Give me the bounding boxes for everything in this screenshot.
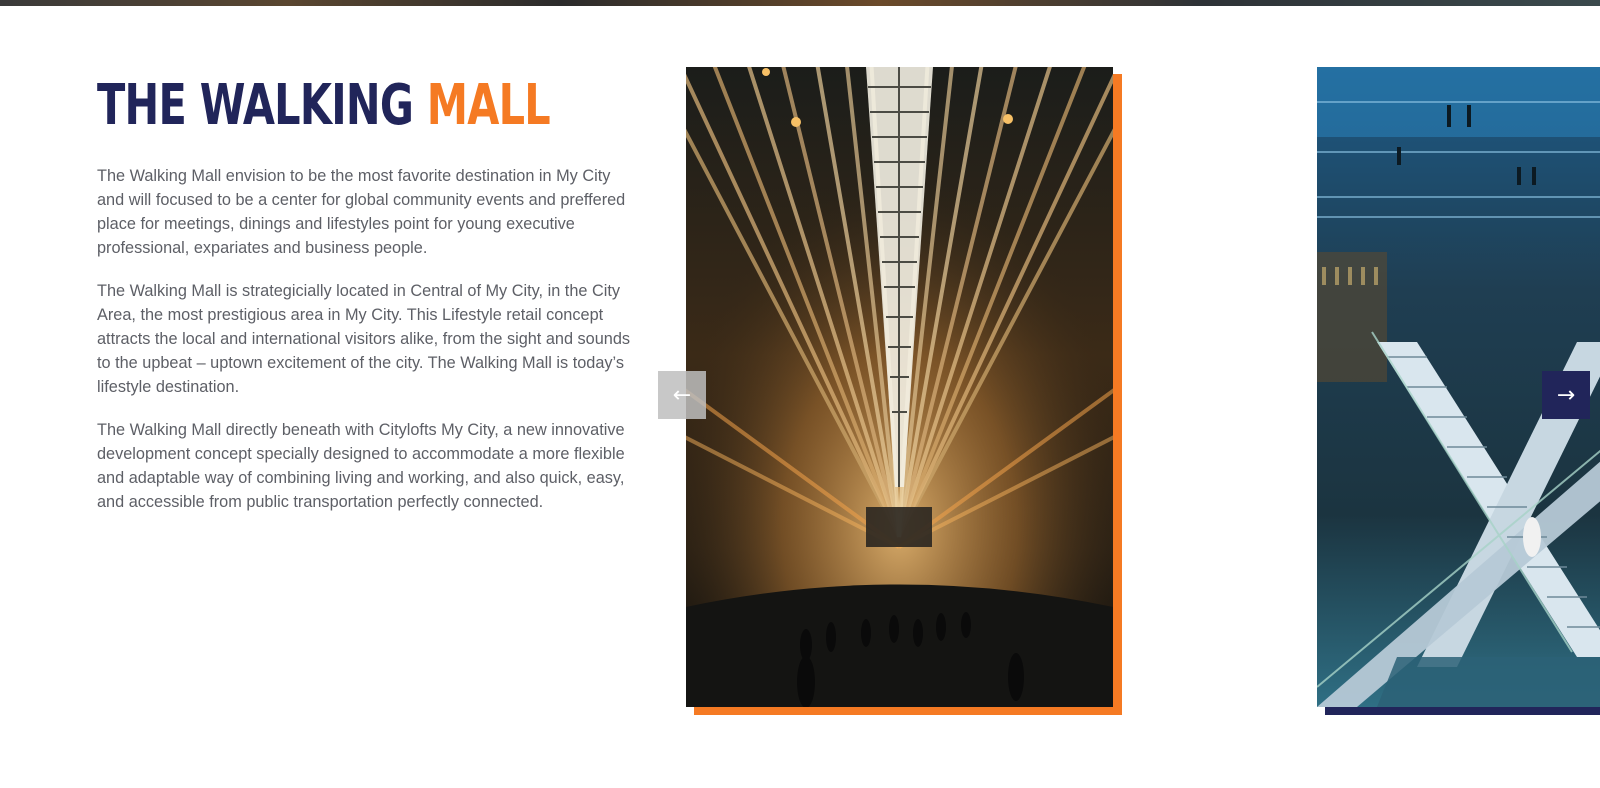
arched-hall-photo-art	[686, 67, 1113, 707]
carousel-prev-button[interactable]	[658, 371, 706, 419]
arrow-right-icon: →	[1556, 382, 1576, 408]
top-image-strip	[0, 0, 1600, 6]
section-title	[97, 70, 550, 142]
carousel-next-button[interactable]	[1542, 371, 1590, 419]
intro-paragraph-1: The Walking Mall envision to be the most favorite destination in My City and will focused to be a center for global community events and preffered place for meetings, dinings and lifestyles point for young executive professional, expariates and business people.	[97, 167, 626, 257]
slide-1-photo	[686, 67, 1113, 707]
intro-paragraph-2: The Walking Mall is strategicially located in Central of My City, in the City Area, the most prestigious area in My City. This Lifestyle retail concept attracts the local and international visitors alike, from the sight and sounds to the upbeat – uptown excitement of the city. The Walking Mall is today’s lifestyle destination.	[97, 282, 631, 396]
title-part-navy: THE WALKING	[97, 73, 427, 138]
title-part-orange: MALL	[426, 73, 550, 138]
intro-section	[97, 70, 642, 514]
arrow-left-icon: ←	[672, 382, 692, 408]
intro-paragraph-3: The Walking Mall directly beneath with Citylofts My City, a new innovative development concept specially designed to accommodate a more flexible and adaptable way of combining living and working, and also quick, easy, and accessible from public transportation perfectly connected.	[97, 421, 625, 511]
